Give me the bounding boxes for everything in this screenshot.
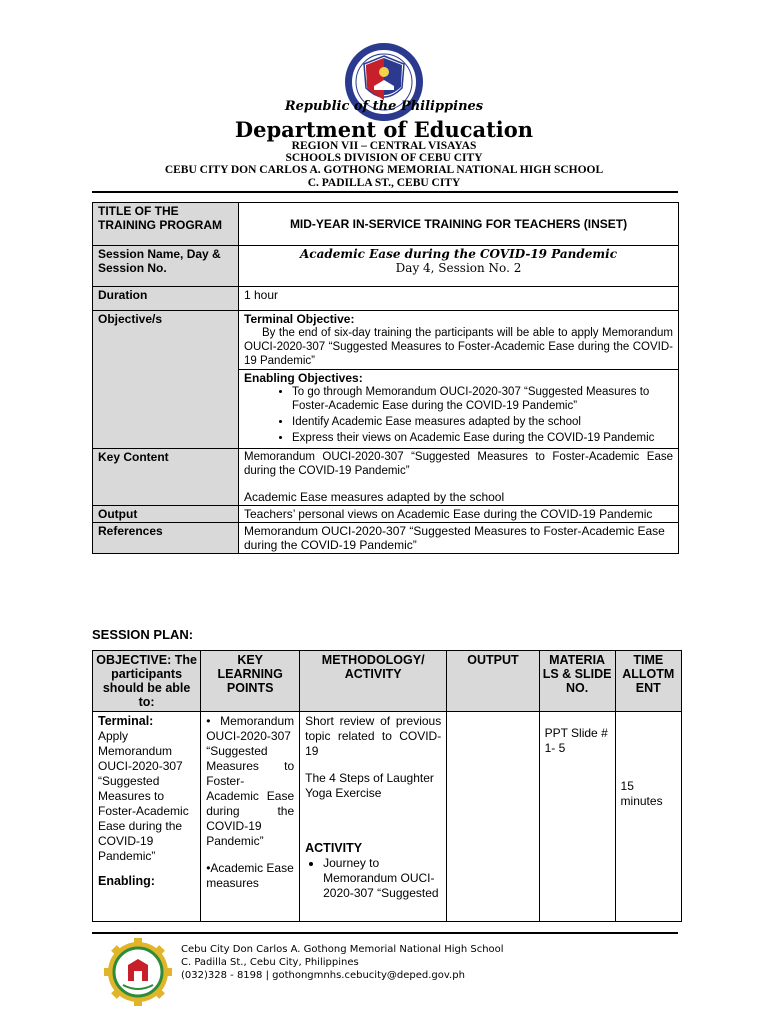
references-label: References: [93, 523, 239, 554]
list-item: • Express their views on Academic Ease during the COVID-19 Pandemic: [292, 431, 673, 445]
key-points-1: • Memorandum OUCI-2020-307 “Suggested Measures to Foster-Academic Ease during the COVID-19 Pandemic”: [206, 714, 295, 848]
session-value: [239, 246, 679, 287]
time-value: 15 minutes: [620, 779, 663, 808]
title-value: MID-YEAR IN-SERVICE TRAINING FOR TEACHERS (INSET): [239, 203, 679, 246]
division-line: SCHOOLS DIVISION OF CEBU CITY: [285, 152, 483, 164]
objective-terminal-text: Apply Memorandum OUCI-2020-307 “Suggested Measures to Foster-Academic Ease during the COVID-19 Pandemic”: [98, 729, 189, 863]
list-item: • Identify Academic Ease measures adapted by the school: [292, 415, 673, 429]
training-info-table: [92, 202, 679, 554]
table-header-row: [93, 651, 682, 712]
terminal-heading: Terminal Objective:: [244, 312, 355, 326]
session-plan-table: [92, 650, 682, 922]
materials-cell: [539, 712, 615, 922]
header-output: OUTPUT: [447, 651, 539, 712]
objective-terminal-heading: Terminal:: [98, 714, 154, 728]
objectives-label: Objective/s: [93, 311, 239, 449]
key-points-cell: [201, 712, 300, 922]
duration-label: Duration: [93, 287, 239, 311]
enabling-list: [244, 385, 673, 445]
method-1: Short review of previous topic related to COVID-19: [305, 714, 442, 758]
header-objective: OBJECTIVE: The participants should be able to:: [93, 651, 201, 712]
time-cell: [615, 712, 681, 922]
footer-address: C. Padilla St., Cebu City, Philippines: [181, 957, 359, 968]
key-content-label: Key Content: [93, 449, 239, 506]
footer-contact: (032)328 - 8198 | gothongmnhs.cebucity@deped.gov.ph: [181, 970, 465, 981]
session-day: Day 4, Session No. 2: [395, 261, 522, 275]
output-label: Output: [93, 506, 239, 523]
terminal-objective: [239, 311, 679, 370]
activity-list: [305, 856, 441, 901]
enabling-heading: Enabling Objectives:: [244, 371, 363, 385]
table-row: [93, 506, 679, 523]
department-title: Department of Education: [234, 117, 534, 142]
session-name: Academic Ease during the COVID-19 Pandemic: [299, 247, 617, 261]
objective-enabling-heading: Enabling:: [98, 874, 155, 888]
table-row: [93, 203, 679, 246]
header-methodology: METHODOLOGY/ ACTIVITY: [300, 651, 447, 712]
materials-value: PPT Slide # 1- 5: [544, 726, 608, 755]
table-row: [93, 449, 679, 506]
output-cell: [447, 712, 539, 922]
title-label: TITLE OF THE TRAINING PROGRAM: [93, 203, 239, 246]
table-row: [93, 311, 679, 370]
session-label: Session Name, Day & Session No.: [93, 246, 239, 287]
output-value: Teachers’ personal views on Academic Ease during the COVID-19 Pandemic: [239, 506, 679, 523]
key-content-value: [239, 449, 679, 506]
footer-info: [181, 943, 504, 982]
school-logo-icon: [103, 937, 173, 1007]
republic-line: Republic of the Philippines: [284, 99, 484, 114]
table-row: [93, 287, 679, 311]
objective-cell: [93, 712, 201, 922]
list-item: • Journey to Memorandum OUCI-2020-307 “Suggested: [323, 856, 441, 901]
header-key-points: KEY LEARNING POINTS: [201, 651, 300, 712]
method-2: The 4 Steps of Laughter Yoga Exercise: [305, 771, 434, 800]
footer-divider: [92, 932, 678, 934]
enabling-objectives: [239, 370, 679, 449]
key-content-1: Memorandum OUCI-2020-307 “Suggested Measures to Foster-Academic Ease during the COVID-19 Pandemic”: [244, 451, 673, 477]
key-points-2: •Academic Ease measures: [206, 861, 294, 890]
list-item: • To go through Memorandum OUCI-2020-307 “Suggested Measures to Foster-Academic Ease during the COVID-19 Pandemic”: [292, 385, 673, 413]
region-line: REGION VII – CENTRAL VISAYAS: [291, 140, 477, 152]
header-materials: MATERIA LS & SLIDE NO.: [539, 651, 615, 712]
address-line: C. PADILLA ST., CEBU CITY: [307, 177, 461, 189]
footer-school: Cebu City Don Carlos A. Gothong Memorial National High School: [181, 944, 504, 955]
table-row: [93, 523, 679, 554]
session-plan-label: SESSION PLAN:: [92, 627, 194, 642]
methodology-cell: [300, 712, 447, 922]
method-activity-heading: ACTIVITY: [305, 841, 363, 855]
header-divider: [92, 191, 678, 193]
references-value: Memorandum OUCI-2020-307 “Suggested Measures to Foster-Academic Ease during the COVID-19 Pandemic”: [239, 523, 679, 554]
school-line: CEBU CITY DON CARLOS A. GOTHONG MEMORIAL NATIONAL HIGH SCHOOL: [164, 164, 604, 176]
key-content-2: Academic Ease measures adapted by the school: [244, 490, 505, 504]
table-row: [93, 246, 679, 287]
terminal-text: By the end of six-day training the participants will be able to apply Memorandum OUCI-2020-307 “Suggested Measures to Foster-Academic Ease during the COVID-19 Pandemic”: [244, 327, 673, 367]
header-time: TIME ALLOTM ENT: [615, 651, 681, 712]
table-row: [93, 712, 682, 922]
duration-value: 1 hour: [239, 287, 679, 311]
